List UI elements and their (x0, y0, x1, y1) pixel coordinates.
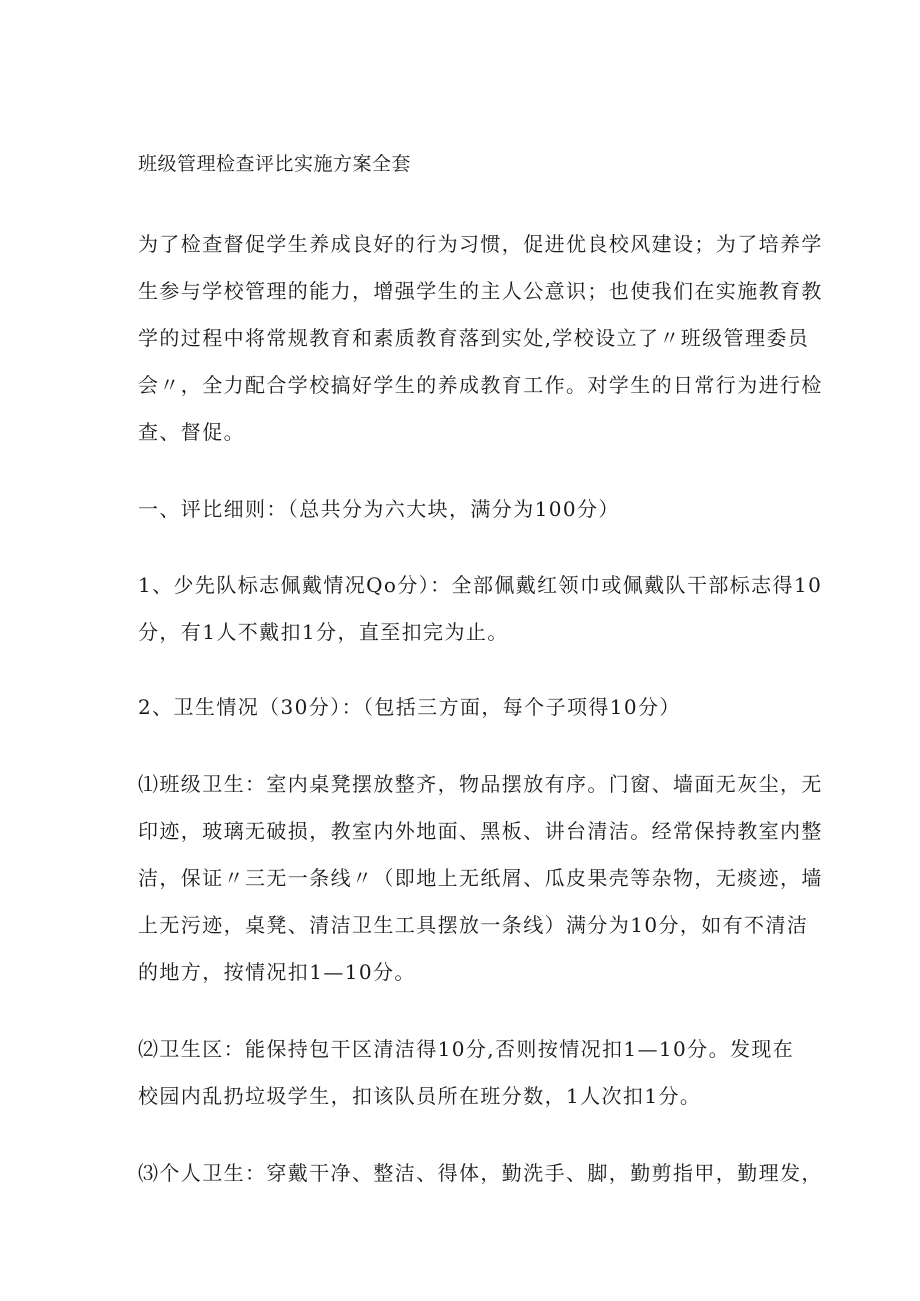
paragraph-line: 一、评比细则：（总共分为六大块，满分为100分） (138, 497, 620, 521)
paragraph-line: 上无污迹，桌凳、清洁卫生工具摆放一条线）满分为10分，如有不清洁 (138, 913, 809, 937)
paragraph-line: 印迹，玻璃无破损，教室内外地面、黑板、讲台清洁。经常保持教室内整 (138, 819, 823, 843)
paragraph-line: ⑶个人卫生：穿戴干净、整洁、得体，勤洗手、脚，勤剪指甲，勤理发， (138, 1161, 823, 1185)
class-hygiene-paragraph (138, 761, 823, 996)
paragraph-line: 会〃，全力配合学校搞好学生的养成教育工作。对学生的日常行为进行检 (138, 373, 823, 397)
intro-paragraph (138, 221, 823, 456)
paragraph-line: 2、卫生情况（30分）：（包括三方面，每个子项得10分） (138, 695, 681, 719)
paragraph-line: 的地方，按情况扣1—10分。 (138, 960, 416, 984)
paragraph-line: 洁，保证〃三无一条线〃（即地上无纸屑、瓜皮果壳等杂物，无痰迹，墙 (138, 866, 823, 890)
paragraph-line: ⑴班级卫生：室内桌凳摆放整齐，物品摆放有序。门窗、墙面无灰尘，无 (138, 772, 823, 796)
paragraph-line: 查、督促。 (138, 420, 245, 444)
paragraph-line: 校园内乱扔垃圾学生，扣该队员所在班分数，1人次扣1分。 (138, 1084, 702, 1108)
section-heading-rules (138, 486, 788, 533)
rule-1-paragraph (138, 562, 823, 656)
personal-hygiene-paragraph (138, 1150, 823, 1197)
paragraph-line: 1、少先队标志佩戴情况Qo分）：全部佩戴红领巾或佩戴队干部标志得10 (138, 573, 823, 597)
paragraph-line: 为了检查督促学生养成良好的行为习惯，促进优良校风建设；为了培养学 (138, 232, 823, 256)
paragraph-line: ⑵卫生区：能保持包干区清洁得10分,否则按情况扣1—10分。发现在 (138, 1037, 795, 1061)
paragraph-line: 生参与学校管理的能力，增强学生的主人公意识；也使我们在实施教育教 (138, 279, 823, 303)
hygiene-area-paragraph (138, 1026, 795, 1120)
paragraph-line: 学的过程中将常规教育和素质教育落到实处,学校设立了〃班级管理委员 (138, 326, 810, 350)
rule-2-paragraph (138, 684, 788, 731)
paragraph-line: 分，有1人不戴扣1分，直至扣完为止。 (138, 620, 509, 644)
document-title: 班级管理检查评比实施方案全套 (138, 153, 412, 175)
